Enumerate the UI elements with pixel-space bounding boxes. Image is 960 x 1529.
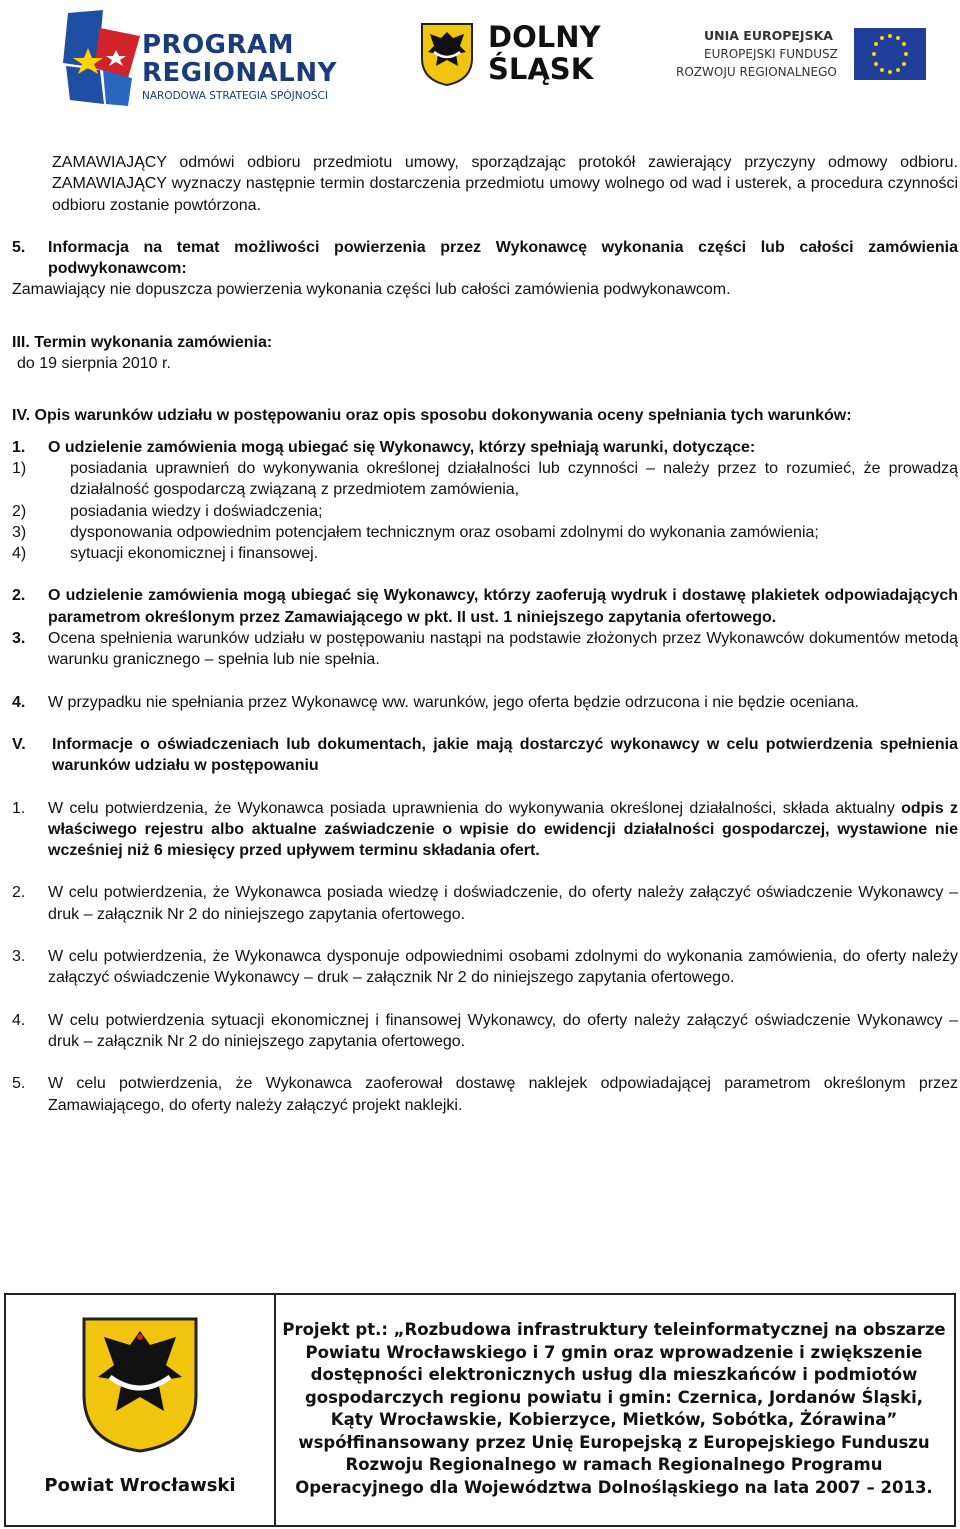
section-III-heading: III. Termin wykonania zamówienia: (12, 333, 273, 351)
list-item: 4) sytuacji ekonomicznej i finansowej. (12, 545, 319, 563)
section-IV-3: 3. Ocena spełnienia warunków udziału w postępowaniu nastąpi na podstawie złożonych przez Wykonawców dokumentów metodą warunku granicznego – spełnia lub nie spełnia. (12, 630, 958, 669)
program-regionalny-logo (58, 8, 368, 108)
section-IV-2: 2. O udzielenie zamówienia mogą ubiegać się Wykonawcy, którzy zaoferują wydruk i dostawę plakietek odpowiadających parametrom określonym przez Zamawiającego w pkt. II ust. 1 niniejszego zapytania ofertowego. (12, 587, 958, 626)
program-regionalny-emblem-icon (58, 8, 148, 108)
section-V-4: 4. W celu potwierdzenia sytuacji ekonomicznej i finansowej Wykonawcy, do oferty należy załączyć oświadczenie Wykonawcy – druk – załącznik Nr 2 do niniejszego zapytania ofertowego. (12, 1011, 958, 1050)
header-logos (0, 0, 960, 115)
program-title-2: REGIONALNY (142, 58, 337, 88)
section-III-text: do 19 sierpnia 2010 r. (17, 355, 171, 373)
footer (4, 1293, 958, 1527)
section-V-3: 3. W celu potwierdzenia, że Wykonawca dysponuje odpowiednimi osobami zdolnymi do wykonania zamówienia, do oferty należy załączyć oświadczenie Wykonawcy – druk – załącznik Nr 2 do niniejszego zapytania ofertowego. (12, 948, 958, 987)
slask-text: ŚLĄSK (488, 52, 594, 86)
section-V-1: 1. W celu potwierdzenia, że Wykonawca posiada uprawnienia do wykonywania określonej działalności, składa aktualny odpis z właściwego rejestru albo aktualne zaświadczenie o wpisie do ewidencji działalności gospodarczej, wystawione nie wcześniej niż 6 miesięcy przed upływem terminu składania ofert. (12, 799, 959, 860)
footer-project-box (274, 1293, 956, 1527)
eu-line-1: UNIA EUROPEJSKA (704, 28, 833, 43)
powiat-name: Powiat Wrocławski (44, 1475, 236, 1496)
project-description: Projekt pt.: „Rozbudowa infrastruktury teleinformatycznej na obszarze Powiatu Wrocławskiego i 7 gmin oraz wprowadzenie i zwiększenie dostępności elektronicznych usług dla mieszkańców i podmiotów gospodarczych regionu powiatu i gmin: Czernica, Jordanów Śląski, Kąty Wrocławskie, Kobierzyce, Mietków, Sobótka, Żórawina” współfinansowany przez Unię Europejską z Europejskiego Funduszu Rozwoju Regionalnego w ramach Regionalnego Programu Operacyjnego dla Województwa Dolnośląskiego na lata 2007 – 2013. (282, 1320, 946, 1497)
section-V-5: 5. W celu potwierdzenia, że Wykonawca zaoferował dostawę naklejek odpowiadającej parametrom określonym przez Zamawiającego, do oferty należy załączyć projekt naklejki. (12, 1075, 958, 1114)
section-IV-4: 4. W przypadku nie spełniania przez Wykonawcę ww. warunków, jego oferta będzie odrzucona i nie będzie oceniana. (12, 693, 859, 711)
dolny-slask-logo (420, 22, 620, 88)
program-subtitle: NARODOWA STRATEGIA SPÓJNOŚCI (142, 90, 328, 102)
eu-flag-icon (854, 28, 926, 80)
eu-logo (676, 28, 936, 86)
section-5-number: 5. (12, 238, 26, 256)
section-V-2: 2. W celu potwierdzenia, że Wykonawca posiada wiedzę i doświadczenie, do oferty należy załączyć oświadczenie Wykonawcy – druk – załącznik Nr 2 do niniejszego zapytania ofertowego. (12, 884, 958, 923)
eu-line-2: EUROPEJSKI FUNDUSZ (704, 47, 838, 61)
section-5-heading: 5. Informacja na temat możliwości powierzenia przez Wykonawcę wykonania części lub całości zamówienia podwykonawcom: (12, 238, 958, 278)
intro-paragraph: ZAMAWIAJĄCY odmówi odbioru przedmiotu umowy, sporządzając protokół zawierający przyczyny odmowy odbioru. ZAMAWIAJĄCY wyznaczy następnie termin dostarczenia przedmiotu umowy wolnego od wad i usterek, a procedura czynności odbioru zostanie powtórzona. (52, 154, 958, 214)
list-item: 3) dysponowania odpowiednim potencjałem technicznym oraz osobami zdolnymi do wykonania zamówienia; (12, 523, 819, 541)
dolny-slask-eagle-icon (420, 22, 474, 86)
document-body (12, 152, 958, 1116)
footer-powiat-box (4, 1293, 276, 1527)
section-IV-1: 1. O udzielenie zamówienia mogą ubiegać się Wykonawcy, którzy spełniają warunki, dotyczące: (12, 438, 756, 456)
eu-line-3: ROZWOJU REGIONALNEGO (676, 65, 837, 79)
program-title-1: PROGRAM (142, 30, 295, 60)
section-5-text: Zamawiający nie dopuszcza powierzenia wykonania części lub całości zamówienia podwykonawcom. (12, 281, 731, 299)
section-IV-heading: IV. Opis warunków udziału w postępowaniu oraz opis sposobu dokonywania oceny spełniania tych warunków: (12, 407, 852, 425)
section-V-heading: V. Informacje o oświadczeniach lub dokumentach, jakie mają dostarczyć wykonawcy w celu potwierdzenia spełnienia warunków udziału w postępowaniu (12, 735, 958, 775)
dolny-text: DOLNY (488, 20, 601, 54)
list-item: 1) posiadania uprawnień do wykonywania określonej działalności lub czynności – należy przez to rozumieć, że prowadzą działalność gospodarczą związaną z przedmiotem zamówienia, (12, 459, 958, 499)
list-item: 2) posiadania wiedzy i doświadczenia; (12, 502, 323, 520)
powiat-coat-of-arms-icon (80, 1315, 200, 1455)
